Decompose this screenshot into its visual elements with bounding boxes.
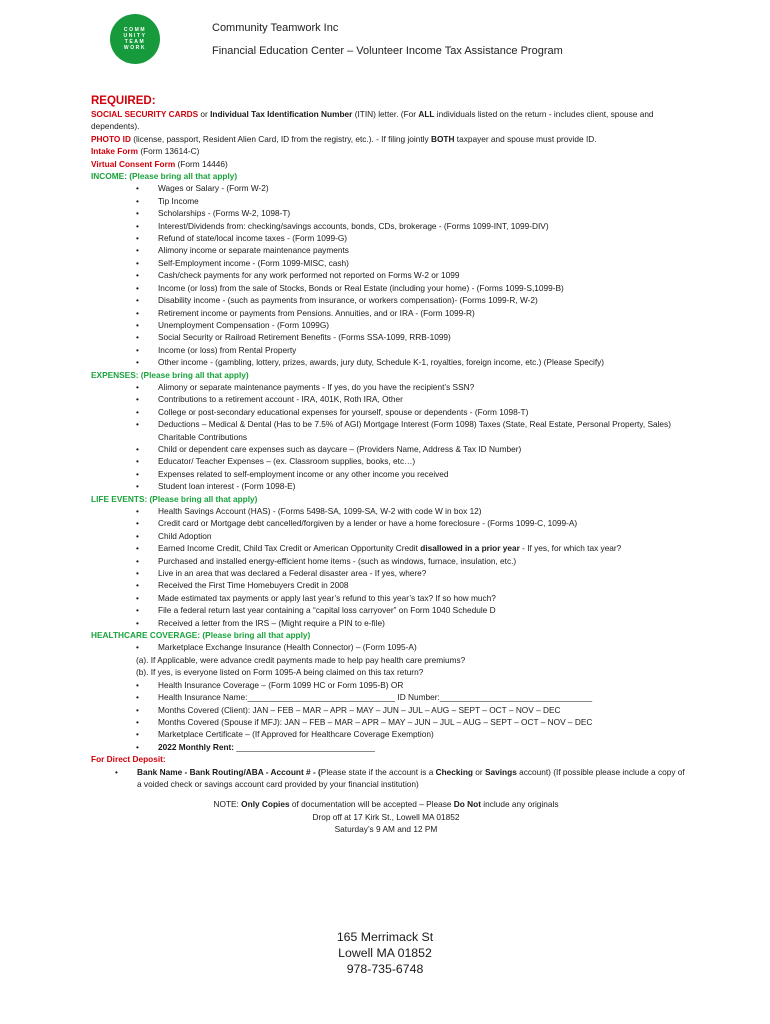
list-item: • Income (or loss) from the sale of Stocks, Bonds or Real Estate (including your home) - (Forms 1099-S,1099-B) (91, 282, 691, 294)
note-donot: Do Not (453, 799, 481, 810)
logo-line: COMM (123, 27, 147, 33)
healthcare-sub-b: (b). If yes, is everyone listed on Form 1095-A being claimed on this tax return? (136, 667, 424, 678)
eic-bold: disallowed in a prior year (420, 543, 520, 554)
intake-label: Intake Form (91, 146, 139, 157)
healthcare-title: HEALTHCARE COVERAGE: (Please bring all that apply) (91, 630, 311, 641)
list-item (91, 741, 691, 753)
photo-label: PHOTO ID (91, 133, 131, 144)
list-item: • Health Savings Account (HAS) - (Forms 5498-SA, 1099-SA, W-2 with code W in box 12) (91, 505, 691, 517)
direct-deposit-title: For Direct Deposit: (91, 754, 166, 765)
life-events-title: LIFE EVENTS: (Please bring all that apply) (91, 493, 258, 504)
healthcare-list-a (91, 641, 691, 653)
list-item: • Scholarships - (Forms W-2, 1098-T) (91, 207, 691, 219)
income-list (91, 182, 691, 368)
document-body (91, 94, 691, 836)
photo-text-b: taxpayer and spouse must provide ID. (454, 133, 597, 144)
header-program: Financial Education Center – Volunteer Income Tax Assistance Program (212, 45, 563, 57)
rent-label: 2022 Monthly Rent: (158, 741, 235, 752)
healthcare-list-b (91, 679, 691, 753)
list-item: • Interest/Dividends from: checking/savings accounts, bonds, CDs, brokerage - (Forms 1099-INT, 1099-DIV) (91, 220, 691, 232)
photo-line (91, 133, 691, 145)
dd-text-a: Please state if the account is a (320, 766, 436, 777)
footer-phone: 978-735-6748 (346, 962, 424, 976)
itin-text-b: individuals listed on the return - includes client, spouse and dependents). (91, 109, 654, 132)
note-c: include any originals (481, 799, 559, 810)
income-title: INCOME: (Please bring all that apply) (91, 171, 238, 182)
logo-line: WORK (123, 45, 147, 51)
spacer (91, 790, 691, 798)
itin-all: ALL (418, 109, 435, 119)
virtual-label: Virtual Consent Form (91, 158, 176, 169)
list-item: • Child or dependent care expenses such as daycare – (Providers Name, Address & Tax ID Number) (91, 443, 691, 455)
community-teamwork-logo (110, 14, 160, 64)
intake-line (91, 145, 691, 157)
list-item: • Marketplace Exchange Insurance (Health Connector) – (Form 1095-A) (91, 641, 691, 653)
list-item: • Purchased and installed energy-efficient home items - (such as windows, furnace, insulation, etc.) (91, 555, 691, 567)
list-item (91, 766, 691, 791)
list-item: • File a federal return last year containing a “capital loss carryover” on Form 1040 Schedule D (91, 604, 691, 616)
healthcare-sub-a: (a). If Applicable, were advance credit payments made to help pay health care premiums? (136, 654, 466, 665)
dd-text-b: account) (If possible please include a copy of a voided check or savings account card provided by your financial institution) (137, 766, 685, 789)
note-a: NOTE: (213, 799, 242, 810)
list-item: • Social Security or Railroad Retirement Benefits - (Forms SSA-1099, RRB-1099) (91, 331, 691, 343)
direct-deposit-list (91, 766, 691, 791)
life-events-list (91, 505, 691, 629)
dd-bold-a: Bank Name - Bank Routing/ABA - Account # - ( (137, 766, 321, 777)
list-item: • Deductions – Medical & Dental (Has to be 7.5% of AGI) Mortgage Interest (Form 1098) Taxes (State, Real Estate, Personal Property, Sales) Charitable Contributions (91, 418, 691, 443)
logo-line: UNITY (123, 33, 147, 39)
footer-street: 165 Merrimack St (336, 930, 434, 944)
list-item: • Months Covered (Client): JAN – FEB – MAR – APR – MAY – JUN – JUL – AUG – SEPT – OCT – NOV – DEC (91, 704, 691, 716)
list-item: • College or post-secondary educational expenses for yourself, spouse or dependents - (Form 1098-T) (91, 406, 691, 418)
list-item: • Tip Income (91, 195, 691, 207)
list-item: • Health Insurance Name:________________________________ ID Number:_________________________________ (91, 691, 691, 703)
list-item: • Marketplace Certificate – (If Approved for Healthcare Coverage Exemption) (91, 728, 691, 740)
dd-or: or (472, 766, 485, 777)
dd-savings: Savings (484, 766, 517, 777)
note-line (86, 798, 686, 810)
header-org: Community Teamwork Inc (212, 22, 339, 34)
list-item: • Months Covered (Spouse if MFJ): JAN – FEB – MAR – APR – MAY – JUN – JUL – AUG – SEPT – OCT – NOV – DEC (91, 716, 691, 728)
hours-line: Saturday’s 9 AM and 12 PM (334, 824, 438, 835)
list-item: • Made estimated tax payments or apply last year’s refund to this year’s tax? If so how much? (91, 592, 691, 604)
list-item: • Child Adoption (91, 530, 691, 542)
note-b: of documentation will be accepted – Please (289, 799, 454, 810)
ssn-label: SOCIAL SECURITY CARDS (91, 109, 199, 119)
virtual-text: (Form 14446) (175, 158, 228, 169)
footer-city: Lowell MA 01852 (338, 946, 432, 960)
itin-text-a: (ITIN) letter. (For (352, 109, 419, 119)
rent-line: ______________________________ (234, 741, 375, 752)
list-item: • Disability income - (such as payments from insurance, or workers compensation)- (Forms 1099-R, W-2) (91, 294, 691, 306)
note-only: Only Copies (241, 799, 290, 810)
intake-text: (Form 13614-C) (138, 146, 200, 157)
list-item: • Alimony income or separate maintenance payments (91, 244, 691, 256)
eic-text-a: Earned Income Credit, Child Tax Credit or American Opportunity Credit (158, 543, 421, 554)
expenses-title: EXPENSES: (Please bring all that apply) (91, 369, 249, 380)
list-item: • Cash/check payments for any work performed not reported on Forms W-2 or 1099 (91, 269, 691, 281)
list-item: • Received a letter from the IRS – (Might require a PIN to e-file) (91, 617, 691, 629)
list-item: • Live in an area that was declared a Federal disaster area - If yes, where? (91, 567, 691, 579)
list-item: • Retirement income or payments from Pensions. Annuities, and or IRA - (Form 1099-R) (91, 307, 691, 319)
list-item: • Wages or Salary - (Form W-2) (91, 182, 691, 194)
expenses-list (91, 381, 691, 493)
ssn-line (91, 108, 691, 133)
list-item: • Alimony or separate maintenance payments - If yes, do you have the recipient’s SSN? (91, 381, 691, 393)
list-item: • Self-Employment income - (Form 1099-MISC, cash) (91, 257, 691, 269)
logo-line: TEAM (124, 39, 146, 45)
list-item: • Health Insurance Coverage – (Form 1099 HC or Form 1095-B) OR (91, 679, 691, 691)
footer-address (0, 929, 770, 977)
list-item: • Refund of state/local income taxes - (Form 1099-G) (91, 232, 691, 244)
list-item: • Contributions to a retirement account - IRA, 401K, Roth IRA, Other (91, 393, 691, 405)
itin-label: Individual Tax Identification Number (210, 109, 353, 119)
virtual-line (91, 158, 691, 170)
required-title: REQUIRED: (91, 95, 156, 107)
ssn-or: or (198, 109, 211, 119)
list-item: • Expenses related to self-employment income or any other income you received (91, 468, 691, 480)
list-item (91, 542, 691, 554)
photo-text-a: (license, passport, Resident Alien Card, ID from the registry, etc.). - If filing jointly (130, 133, 431, 144)
photo-both: BOTH (430, 133, 455, 144)
list-item: • Received the First Time Homebuyers Credit in 2008 (91, 579, 691, 591)
list-item: • Other income - (gambling, lottery, prizes, awards, jury duty, Schedule K-1, royalties, foreign income, etc.) (Please Specify) (91, 356, 691, 368)
list-item: • Credit card or Mortgage debt cancelled/forgiven by a lender or have a home foreclosure - (Forms 1099-C, 1099-A) (91, 517, 691, 529)
dropoff-line: Drop off at 17 Kirk St., Lowell MA 01852 (312, 811, 460, 822)
list-item: • Unemployment Compensation - (Form 1099G) (91, 319, 691, 331)
list-item: • Student loan interest - (Form 1098-E) (91, 480, 691, 492)
list-item: • Income (or loss) from Rental Property (91, 344, 691, 356)
list-item: • Educator/ Teacher Expenses – (ex. Classroom supplies, books, etc…) (91, 455, 691, 467)
dd-checking: Checking (435, 766, 473, 777)
eic-text-b: - If yes, for which tax year? (519, 543, 622, 554)
